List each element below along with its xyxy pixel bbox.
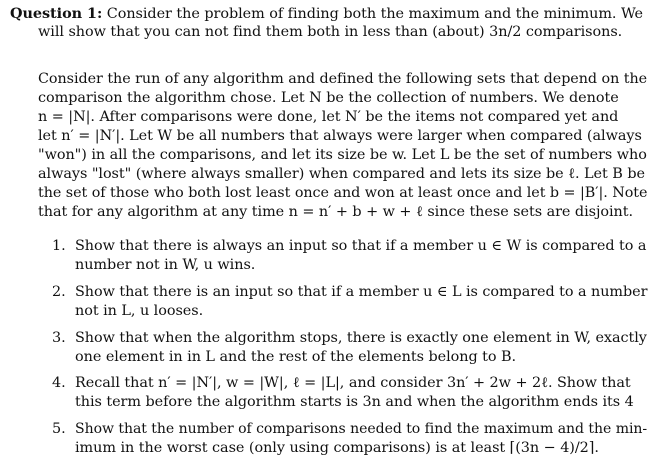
paragraph-line: comparison the algorithm chose. Let N be the collection of numbers. We denote xyxy=(38,90,619,106)
list-item-number: 2. xyxy=(52,284,66,300)
list-item-text: this term before the algorithm starts is 3n and when the algorithm ends its 4 xyxy=(75,394,634,410)
list-item-text: Recall that n′ = |N′|, w = |W|, ℓ = |L|, and consider 3n′ + 2w + 2ℓ. Show that xyxy=(75,375,631,391)
list-item-number: 1. xyxy=(52,238,66,254)
paragraph-line: Consider the run of any algorithm and defined the following sets that depend on the xyxy=(38,71,648,87)
paragraph-line: n = |N|. After comparisons were done, let N′ be the items not compared yet and xyxy=(38,109,619,125)
question-label: Question 1: xyxy=(10,5,103,22)
paragraph-line: the set of those who both lost least once and won at least once and let b = |B′|. Note xyxy=(38,185,648,201)
list-item-number: 5. xyxy=(52,421,66,437)
list-item-number: 3. xyxy=(52,330,66,346)
list-item-5 xyxy=(52,420,66,439)
list-item-text: one element in in L and the rest of the elements belong to B. xyxy=(75,349,517,365)
question-intro-line-2: will show that you can not find them both in less than (about) 3n/2 comparisons. xyxy=(38,24,623,40)
list-item-4 xyxy=(52,374,66,393)
list-item-2 xyxy=(52,283,66,302)
list-item-number: 4. xyxy=(52,375,66,391)
list-item-text: not in L, u looses. xyxy=(75,303,204,319)
list-item-text: Show that the number of comparisons needed to find the maximum and the min- xyxy=(75,421,648,437)
question-heading xyxy=(10,4,643,24)
list-item-text: number not in W, u wins. xyxy=(75,257,256,273)
paragraph-line: always "lost" (where always smaller) when compared and lets its size be ℓ. Let B be xyxy=(38,166,645,182)
list-item-3 xyxy=(52,329,66,348)
paragraph-line: let n′ = |N′|. Let W be all numbers that always were larger when compared (always xyxy=(38,128,642,144)
question-intro-line-1: Consider the problem of finding both the maximum and the minimum. We xyxy=(102,6,643,22)
list-item-text: imum in the worst case (only using comparisons) is at least ⌈(3n − 4)/2⌉. xyxy=(75,440,599,456)
list-item-text: Show that when the algorithm stops, there is exactly one element in W, exactly xyxy=(75,330,647,346)
list-item-text: Show that there is always an input so that if a member u ∈ W is compared to a xyxy=(75,238,647,254)
paragraph-line: "won") in all the comparisons, and let its size be w. Let L be the set of numbers who xyxy=(38,147,647,163)
paragraph-line: that for any algorithm at any time n = n′ + b + w + ℓ since these sets are disjoint. xyxy=(38,204,634,220)
list-item-text: Show that there is an input so that if a member u ∈ L is compared to a number xyxy=(75,284,648,300)
list-item-1 xyxy=(52,237,66,256)
